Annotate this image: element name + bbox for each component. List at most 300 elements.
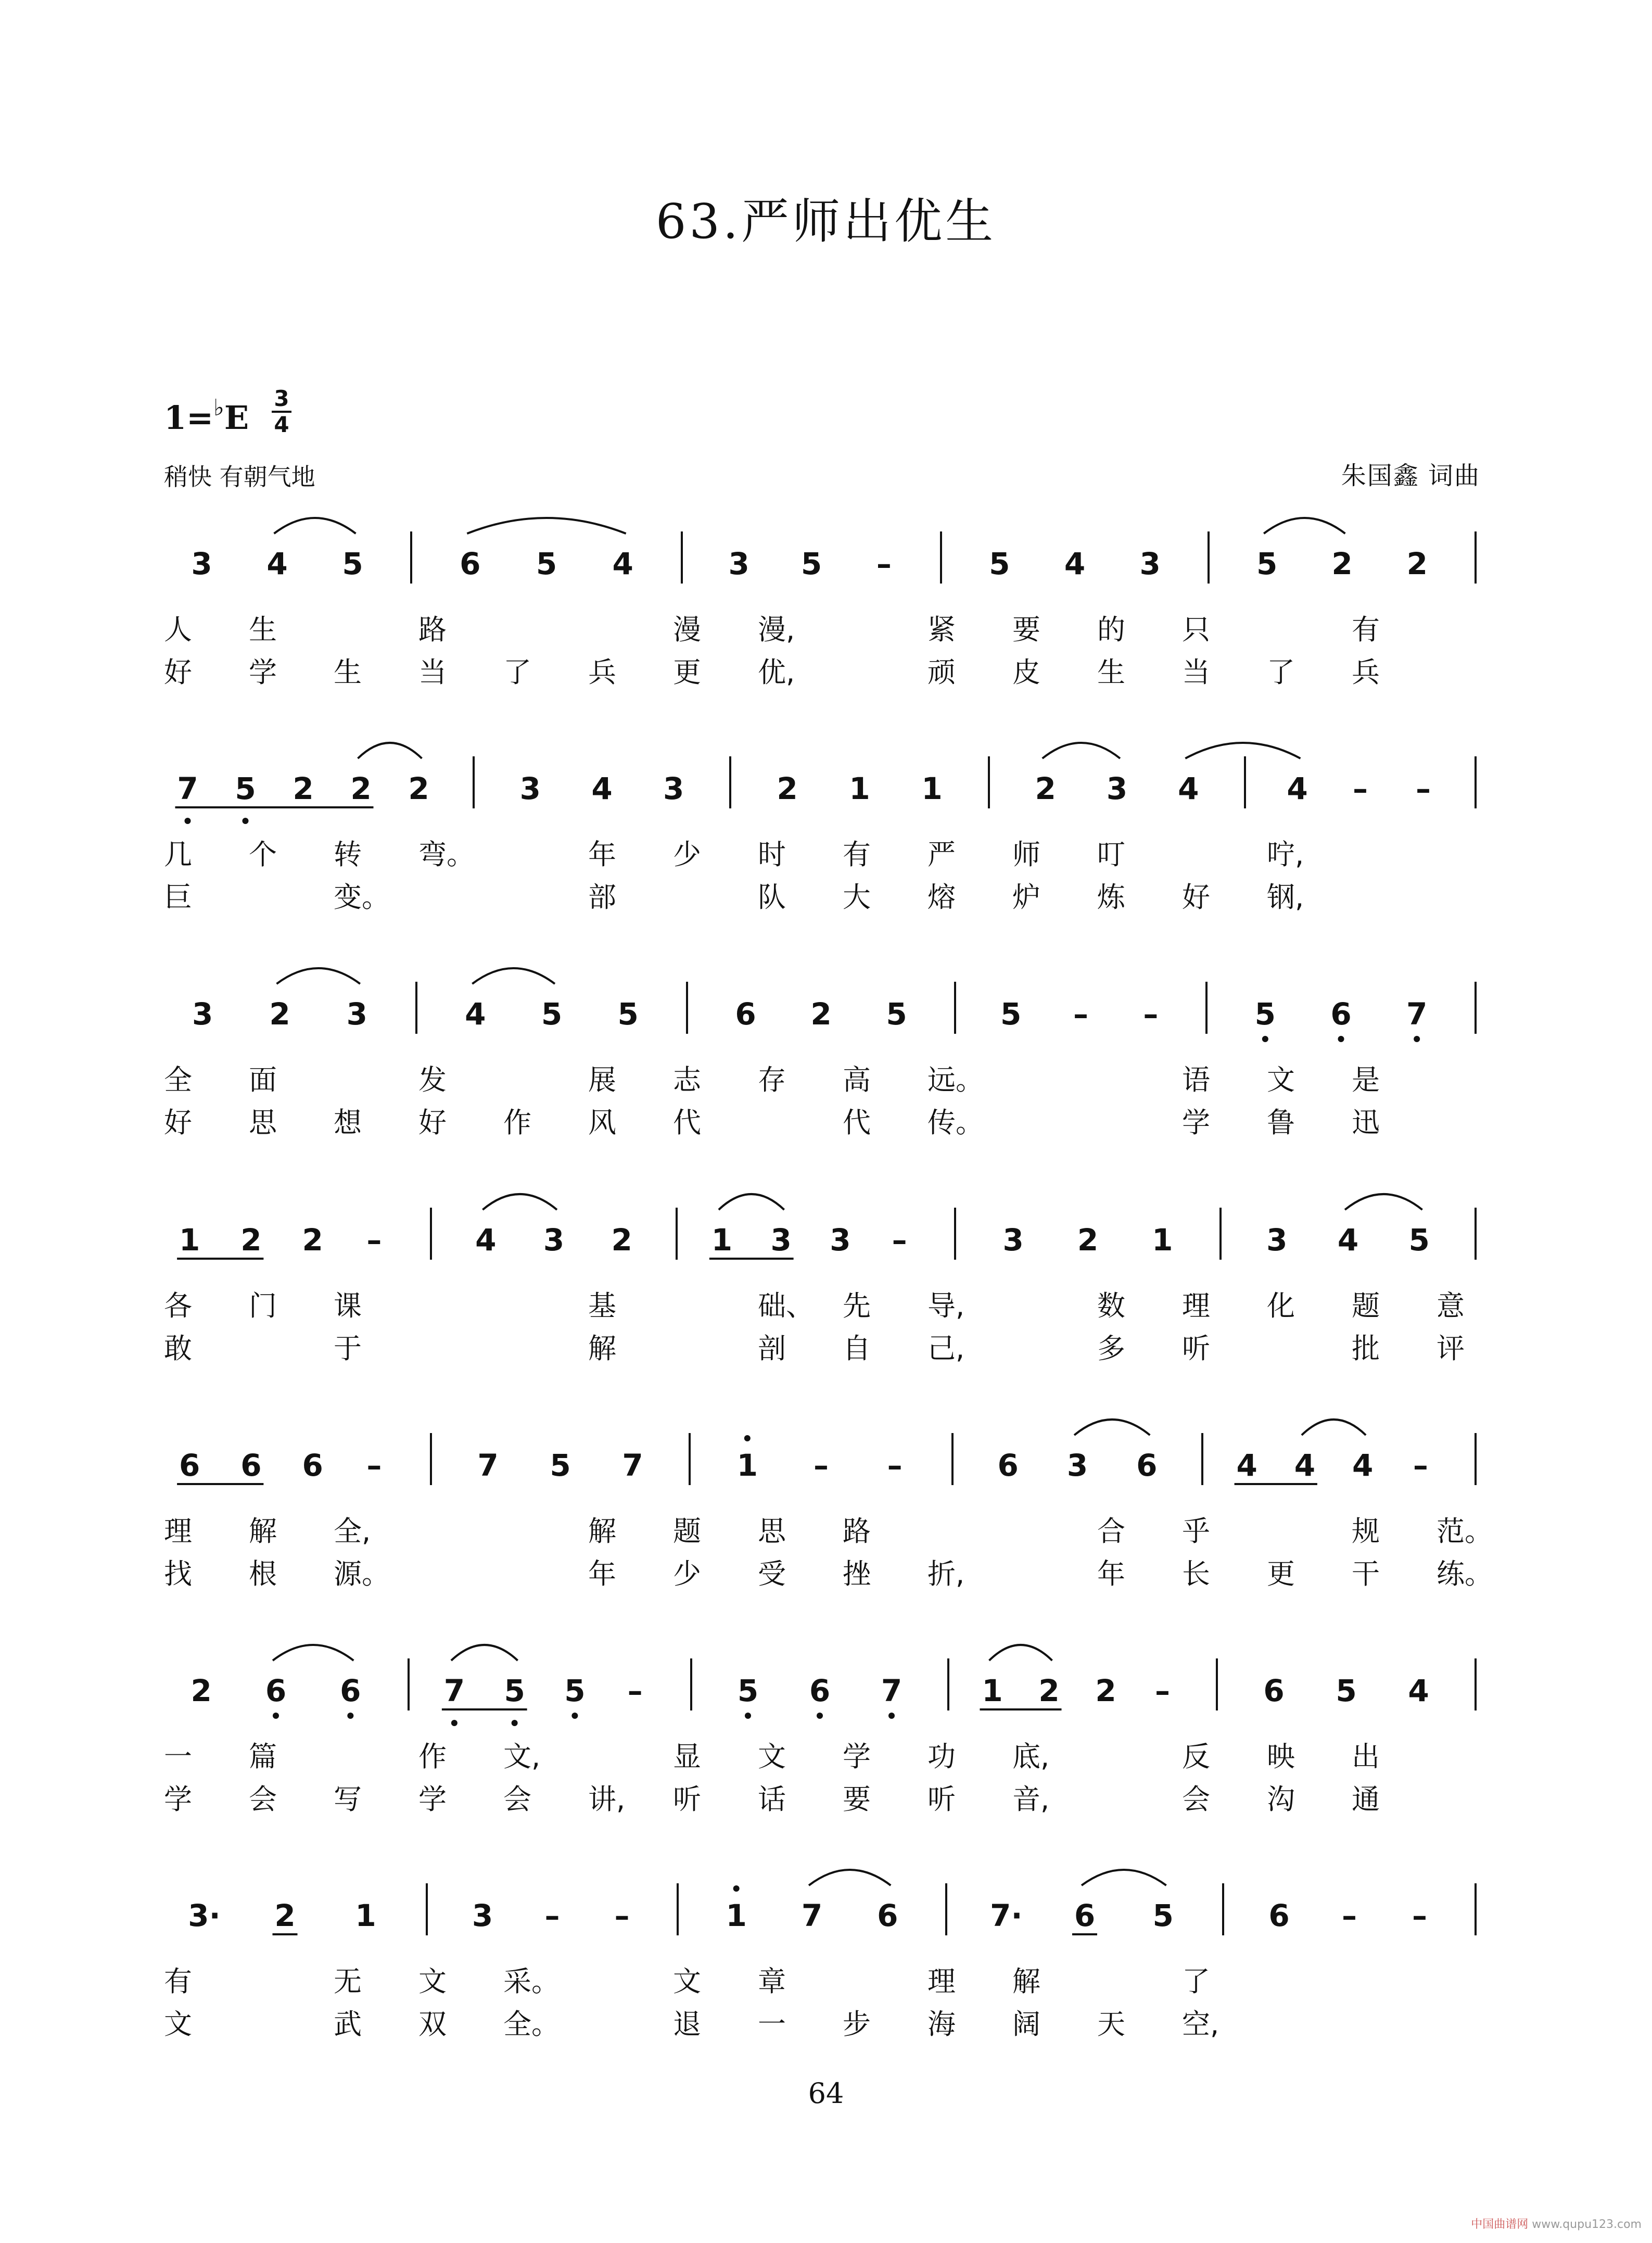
lyric-char: 化 — [1267, 1289, 1295, 1322]
lyric-char: 志 — [673, 1063, 701, 1096]
note: 5 — [504, 1673, 525, 1708]
lyric-char: 远。 — [927, 1063, 984, 1096]
lyric-char: 规 — [1352, 1515, 1380, 1548]
note: 5 — [1254, 996, 1276, 1032]
note: 3 — [192, 996, 213, 1032]
lyric-char: 当 — [1182, 656, 1210, 689]
lyric-char: 严 — [927, 838, 956, 871]
lyric-char: 文 — [164, 2008, 192, 2041]
note: 1 — [1152, 1222, 1173, 1258]
lyric-char: 章 — [758, 1965, 786, 1998]
note: 2 — [1035, 771, 1056, 806]
slur — [482, 1194, 557, 1210]
lyric-char: 文 — [758, 1740, 786, 1773]
octave-dot-below — [1414, 1036, 1420, 1042]
slur — [1345, 1194, 1422, 1210]
lyric-char: 会 — [1182, 1783, 1210, 1816]
lyric-char: 炉 — [1012, 881, 1040, 914]
note: – — [1143, 996, 1159, 1032]
lyric-char: 传。 — [927, 1106, 984, 1139]
lyric-char: 解 — [588, 1515, 616, 1548]
note: 2 — [350, 771, 372, 806]
lyric-char: 映 — [1267, 1740, 1295, 1773]
lyric-char: 多 — [1097, 1332, 1125, 1365]
note: 4 — [475, 1222, 497, 1258]
lyric-char: 出 — [1352, 1740, 1380, 1773]
lyric-char: 展 — [588, 1063, 616, 1096]
lyric-char: 作 — [418, 1740, 447, 1773]
octave-dot-below — [273, 1713, 279, 1719]
lyric-char: 自 — [843, 1332, 871, 1365]
lyric-char: 导, — [927, 1289, 965, 1322]
note: 1 — [711, 1222, 733, 1258]
note: 4 — [266, 546, 288, 581]
lyric-char: 少 — [673, 838, 701, 871]
note: 1 — [921, 771, 943, 806]
note: 4 — [1287, 771, 1308, 806]
note: 6 — [1074, 1898, 1096, 1933]
note: 3 — [1106, 771, 1128, 806]
lyric-char: 题 — [673, 1515, 701, 1548]
lyric-char: 只 — [1182, 613, 1210, 646]
note: – — [1342, 1898, 1357, 1933]
lyric-char: 学 — [418, 1783, 447, 1816]
note: 7 — [622, 1448, 643, 1483]
lyric-char: 更 — [1267, 1557, 1295, 1590]
note: – — [1416, 771, 1431, 806]
lyric-char: 好 — [164, 1106, 192, 1139]
note: 6 — [179, 1448, 200, 1483]
slur — [1264, 518, 1345, 534]
slur — [719, 1194, 784, 1210]
time-signature-top: 3 — [274, 386, 289, 411]
lyric-char: 顽 — [927, 656, 956, 689]
octave-dot-below — [888, 1713, 895, 1719]
octave-dot-below — [745, 1713, 751, 1719]
note: 4 — [1064, 546, 1086, 581]
lyric-char: 双 — [418, 2008, 447, 2041]
lyric-char: 海 — [927, 2008, 956, 2041]
note: – — [892, 1222, 907, 1258]
lyric-char: 于 — [334, 1332, 362, 1365]
lyric-char: 思 — [249, 1106, 277, 1139]
note: 5 — [1336, 1673, 1357, 1708]
lyric-char: 好 — [418, 1106, 447, 1139]
lyric-char: 有 — [1352, 613, 1380, 646]
note: 4 — [1294, 1448, 1316, 1483]
note: 5 — [1152, 1898, 1174, 1933]
note: 6 — [877, 1898, 898, 1933]
octave-dot-below — [1262, 1036, 1268, 1042]
note: 3 — [728, 546, 749, 581]
lyric-char: 是 — [1352, 1063, 1380, 1096]
lyric-char: 解 — [1012, 1965, 1040, 1998]
note: 2 — [1095, 1673, 1116, 1708]
lyric-char: 各 — [164, 1289, 192, 1322]
note: 7 — [477, 1448, 499, 1483]
lyric-char: 文 — [1267, 1063, 1295, 1096]
lyric-char: 迅 — [1352, 1106, 1380, 1139]
note: – — [627, 1673, 643, 1708]
lyric-char: 受 — [758, 1557, 786, 1590]
note: 3 — [1066, 1448, 1088, 1483]
lyric-char: 全, — [334, 1515, 371, 1548]
note: 1 — [736, 1448, 758, 1483]
lyric-char: 风 — [588, 1106, 616, 1139]
watermark-url: www.qupu123.com — [1532, 2218, 1642, 2231]
note: 3· — [188, 1898, 221, 1933]
note: 4 — [1408, 1673, 1429, 1708]
note: 2 — [777, 771, 798, 806]
lyric-char: 础、 — [758, 1289, 814, 1322]
lyric-char: 年 — [1097, 1557, 1125, 1590]
note: 3 — [830, 1222, 851, 1258]
watermark — [1471, 2215, 1642, 2232]
lyric-char: 听 — [673, 1783, 701, 1816]
lyric-char: 课 — [334, 1289, 362, 1322]
note: 3 — [1139, 546, 1161, 581]
note: 3 — [346, 996, 368, 1032]
lyric-char: 有 — [843, 838, 871, 871]
lyric-char: 转 — [334, 838, 362, 871]
lyric-char: 文, — [503, 1740, 541, 1773]
note: 5 — [564, 1673, 586, 1708]
lyric-char: 巨 — [164, 881, 192, 914]
note: 4 — [1337, 1222, 1359, 1258]
note: 5 — [989, 546, 1010, 581]
lyric-char: 漫 — [673, 613, 701, 646]
slur — [989, 1645, 1052, 1661]
note: – — [1412, 1898, 1427, 1933]
lyric-char: 炼 — [1097, 881, 1125, 914]
time-signature-bottom: 4 — [274, 412, 289, 437]
note: 5 — [536, 546, 557, 581]
lyric-char: 篇 — [249, 1740, 277, 1773]
key-note: E — [224, 399, 249, 437]
slur — [809, 1870, 891, 1885]
composer-credit: 朱国鑫 词曲 — [1341, 461, 1480, 490]
slur — [451, 1645, 518, 1661]
note: – — [366, 1222, 382, 1258]
note: 2 — [274, 1898, 296, 1933]
note: 2 — [190, 1673, 212, 1708]
note: – — [1413, 1448, 1428, 1483]
note: 4 — [465, 996, 486, 1032]
lyric-char: 学 — [843, 1740, 871, 1773]
lyric-char: 代 — [673, 1106, 701, 1139]
tempo-marking: 稍快 有朝气地 — [164, 463, 315, 491]
lyric-char: 时 — [758, 838, 786, 871]
lyric-char: 通 — [1352, 1783, 1380, 1816]
lyric-char: 钢, — [1267, 881, 1304, 914]
lyric-char: 学 — [1182, 1106, 1210, 1139]
lyric-char: 底, — [1012, 1740, 1050, 1773]
note: 5 — [1408, 1222, 1430, 1258]
note: 3 — [519, 771, 541, 806]
lyric-char: 生 — [1097, 656, 1125, 689]
lyric-char: 剖 — [758, 1332, 786, 1365]
lyric-char: 路 — [843, 1515, 871, 1548]
lyric-char: 乎 — [1182, 1515, 1210, 1548]
lyric-char: 学 — [164, 1783, 192, 1816]
note: 6 — [265, 1673, 287, 1708]
note: 5 — [800, 546, 822, 581]
note: 2 — [302, 1222, 323, 1258]
note: 2 — [240, 1222, 262, 1258]
flat-symbol: ♭ — [213, 395, 224, 421]
lyric-char: 存 — [758, 1063, 786, 1096]
note: – — [1353, 771, 1368, 806]
lyric-char: 变。 — [334, 881, 390, 914]
lyric-char: 兵 — [588, 656, 616, 689]
note: 5 — [550, 1448, 571, 1483]
octave-dot-below — [571, 1713, 578, 1719]
lyric-char: 数 — [1097, 1289, 1125, 1322]
note: – — [544, 1898, 560, 1933]
note: 6 — [340, 1673, 361, 1708]
slur — [273, 1645, 353, 1661]
note: 5 — [617, 996, 639, 1032]
lyric-char: 的 — [1097, 613, 1125, 646]
lyric-char: 退 — [673, 2008, 701, 2041]
note: 5 — [737, 1673, 759, 1708]
lyric-char: 高 — [843, 1063, 871, 1096]
note: 7 — [881, 1673, 903, 1708]
note: 2 — [810, 996, 832, 1032]
slur — [1043, 743, 1120, 758]
lyric-char: 好 — [1182, 881, 1210, 914]
lyric-char: 听 — [1182, 1332, 1210, 1365]
note: 3 — [472, 1898, 493, 1933]
lyric-char: 话 — [758, 1783, 786, 1816]
lyric-char: 大 — [843, 881, 871, 914]
note: 7 — [801, 1898, 823, 1933]
note: – — [1073, 996, 1088, 1032]
note: 6 — [460, 546, 481, 581]
slur — [277, 968, 360, 984]
lyric-char: 鲁 — [1267, 1106, 1295, 1139]
lyric-char: 理 — [927, 1965, 956, 1998]
note: 5 — [1000, 996, 1022, 1032]
slur — [358, 743, 422, 758]
lyric-char: 发 — [418, 1063, 447, 1096]
note: 5 — [886, 996, 907, 1032]
lyric-char: 师 — [1012, 838, 1040, 871]
note: 2 — [611, 1222, 632, 1258]
lyric-char: 功 — [927, 1740, 956, 1773]
note: 4 — [591, 771, 613, 806]
lyric-char: 一 — [758, 2008, 786, 2041]
lyric-char: 基 — [588, 1289, 616, 1322]
lyric-char: 批 — [1352, 1332, 1380, 1365]
lyric-char: 反 — [1182, 1740, 1210, 1773]
lyric-char: 步 — [843, 2008, 871, 2041]
lyric-char: 队 — [758, 881, 786, 914]
lyric-char: 好 — [164, 656, 192, 689]
lyric-char: 更 — [673, 656, 701, 689]
lyric-char: 全 — [164, 1063, 192, 1096]
note: 7 — [177, 771, 198, 806]
note: 2 — [1406, 546, 1428, 581]
page-number: 64 — [808, 2077, 844, 2110]
lyric-char: 意 — [1437, 1289, 1465, 1322]
note: – — [814, 1448, 829, 1483]
note: 7· — [990, 1898, 1023, 1933]
slur — [1185, 743, 1300, 758]
note: 2 — [1331, 546, 1353, 581]
note: 2 — [1038, 1673, 1060, 1708]
lyric-char: 题 — [1352, 1289, 1380, 1322]
note: 6 — [809, 1673, 831, 1708]
lyric-char: 语 — [1182, 1063, 1210, 1096]
lyric-char: 紧 — [927, 613, 956, 646]
slur — [274, 518, 356, 534]
lyric-char: 部 — [588, 881, 616, 914]
lyric-char: 文 — [418, 1965, 447, 1998]
octave-dot-below — [347, 1713, 353, 1719]
note: 3 — [543, 1222, 565, 1258]
lyric-char: 理 — [1182, 1289, 1210, 1322]
note: 2 — [408, 771, 429, 806]
lyric-char: 找 — [164, 1557, 192, 1590]
lyric-char: 会 — [503, 1783, 531, 1816]
note: 1 — [982, 1673, 1003, 1708]
note: 1 — [355, 1898, 376, 1933]
note: 6 — [1263, 1673, 1285, 1708]
lyric-char: 路 — [418, 613, 447, 646]
note: 5 — [342, 546, 363, 581]
lyric-char: 解 — [249, 1515, 277, 1548]
lyric-char: 想 — [334, 1106, 362, 1139]
lyric-char: 当 — [418, 656, 447, 689]
octave-dot-below — [243, 818, 249, 824]
note: 2 — [293, 771, 314, 806]
lyric-char: 听 — [927, 1783, 956, 1816]
lyric-char: 作 — [503, 1106, 531, 1139]
note: 6 — [1330, 996, 1352, 1032]
lyric-char: 音, — [1012, 1783, 1050, 1816]
lyric-char: 一 — [164, 1740, 192, 1773]
note: 1 — [849, 771, 870, 806]
lyric-char: 显 — [673, 1740, 701, 1773]
lyric-char: 代 — [843, 1106, 871, 1139]
note: 6 — [735, 996, 756, 1032]
lyric-char: 折, — [927, 1557, 965, 1590]
note: 1 — [726, 1898, 747, 1933]
lyric-char: 解 — [588, 1332, 616, 1365]
lyric-char: 武 — [334, 2008, 362, 2041]
note: – — [366, 1448, 382, 1483]
lyric-char: 评 — [1437, 1332, 1465, 1365]
lyric-char: 无 — [334, 1965, 362, 1998]
lyric-char: 根 — [249, 1557, 277, 1590]
watermark-site: 中国曲谱网 — [1471, 2218, 1529, 2231]
lyric-char: 优, — [758, 656, 795, 689]
note: – — [876, 546, 892, 581]
note: – — [1155, 1673, 1170, 1708]
note: 4 — [1236, 1448, 1257, 1483]
song-title: 63.严师出优生 — [655, 194, 997, 249]
lyric-char: 沟 — [1267, 1783, 1295, 1816]
lyric-char: 少 — [673, 1557, 701, 1590]
note: 3 — [1266, 1222, 1288, 1258]
slur — [1302, 1420, 1366, 1435]
lyric-char: 干 — [1352, 1557, 1380, 1590]
octave-dot-below — [512, 1720, 518, 1726]
note: 5 — [1256, 546, 1278, 581]
octave-dot-below — [185, 818, 191, 824]
note: 6 — [240, 1448, 262, 1483]
lyric-char: 几 — [164, 838, 192, 871]
lyric-char: 了 — [503, 656, 531, 689]
lyric-char: 要 — [843, 1783, 871, 1816]
note: 7 — [1406, 996, 1428, 1032]
lyric-char: 生 — [249, 613, 277, 646]
lyric-char: 挫 — [843, 1557, 871, 1590]
slur — [1082, 1870, 1166, 1885]
octave-dot-below — [451, 1720, 458, 1726]
octave-dot-below — [817, 1713, 823, 1719]
lyric-char: 己, — [927, 1332, 965, 1365]
lyric-char: 年 — [588, 838, 616, 871]
note: 6 — [1136, 1448, 1158, 1483]
lyric-char: 讲, — [588, 1783, 626, 1816]
lyric-char: 叮 — [1097, 838, 1125, 871]
lyric-char: 源。 — [334, 1557, 390, 1590]
lyric-char: 会 — [249, 1783, 277, 1816]
lyric-char: 采。 — [503, 1965, 560, 1998]
lyric-char: 长 — [1182, 1557, 1210, 1590]
lyric-char: 兵 — [1352, 656, 1380, 689]
lyric-char: 漫, — [758, 613, 795, 646]
lyric-char: 思 — [758, 1515, 786, 1548]
lyric-char: 年 — [588, 1557, 616, 1590]
note: 5 — [541, 996, 563, 1032]
lyric-char: 有 — [164, 1965, 192, 1998]
lyric-char: 咛, — [1267, 838, 1304, 871]
lyric-char: 人 — [164, 613, 192, 646]
lyric-char: 理 — [164, 1515, 192, 1548]
lyric-char: 要 — [1012, 613, 1040, 646]
note: 4 — [612, 546, 633, 581]
note: 3 — [663, 771, 684, 806]
lyric-char: 皮 — [1012, 656, 1040, 689]
lyric-char: 练。 — [1437, 1557, 1493, 1590]
lyric-char: 范。 — [1437, 1515, 1493, 1548]
lyric-char: 合 — [1097, 1515, 1125, 1548]
lyric-char: 空, — [1182, 2008, 1219, 2041]
lyric-char: 弯。 — [418, 838, 475, 871]
lyric-char: 写 — [334, 1783, 362, 1816]
note: 3 — [770, 1222, 792, 1258]
key-prefix: 1= — [164, 399, 214, 437]
lyric-char: 门 — [249, 1289, 277, 1322]
lyric-char: 个 — [249, 838, 277, 871]
lyric-char: 天 — [1097, 2008, 1125, 2041]
lyric-char: 全。 — [503, 2008, 560, 2041]
note: 4 — [1178, 771, 1199, 806]
lyric-char: 学 — [249, 656, 277, 689]
slur — [467, 518, 626, 534]
lyric-char: 先 — [843, 1289, 871, 1322]
note: 3 — [191, 546, 212, 581]
note: 5 — [235, 771, 256, 806]
lyric-char: 熔 — [927, 881, 956, 914]
lyric-char: 文 — [673, 1965, 701, 1998]
note: 7 — [443, 1673, 465, 1708]
note: 6 — [1268, 1898, 1290, 1933]
note: 6 — [997, 1448, 1019, 1483]
